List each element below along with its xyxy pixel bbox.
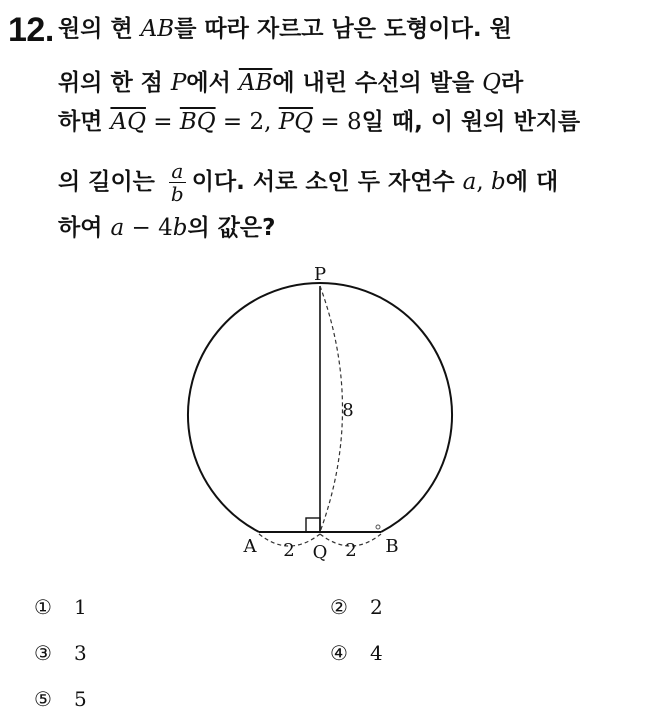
- label-a: A: [243, 536, 257, 557]
- stem-line-2: [58, 68, 523, 98]
- stem-line-5: [58, 213, 275, 243]
- stem-text: 일 때, 이 원의 반지름: [361, 109, 581, 135]
- stem-text: = 2,: [215, 109, 279, 135]
- circle-figure: [170, 258, 460, 568]
- stem-line-4: [58, 160, 558, 205]
- stem-text: 이다. 서로 소인 두 자연수: [191, 169, 463, 195]
- stem-text: =: [145, 109, 180, 135]
- stem-text: 원의 현: [58, 16, 141, 42]
- choice-2-value: 2: [370, 595, 383, 619]
- label-q: Q: [312, 542, 328, 563]
- point-b-mark: [376, 525, 380, 529]
- choice-4-mark: ④: [330, 641, 348, 665]
- math-term: a: [110, 215, 125, 241]
- math-term: $\overline{BQ}$: [179, 109, 216, 135]
- stem-text: 에 내린 수선의 발을: [272, 70, 483, 96]
- choice-5-mark: ⑤: [34, 687, 52, 711]
- fraction-denominator: b: [170, 182, 184, 206]
- stem-text: 에 대: [505, 169, 559, 195]
- choice-5-value: 5: [74, 687, 87, 711]
- question-number: 12.: [8, 11, 54, 49]
- length-qb-label: 2: [345, 540, 357, 561]
- stem-line-3: [58, 107, 580, 137]
- math-term: b: [491, 169, 506, 195]
- math-term: AB: [140, 16, 175, 42]
- math-term: a: [462, 169, 477, 195]
- label-p: P: [313, 264, 327, 285]
- math-term: $\overline{PQ}$: [278, 109, 314, 135]
- stem-text: 의 길이는: [58, 169, 163, 195]
- choice-4[interactable]: [330, 641, 383, 665]
- stem-text: 하면: [58, 109, 111, 135]
- stem-line-1: [58, 14, 512, 44]
- choice-5[interactable]: [34, 687, 87, 711]
- stem-text: = 8: [313, 109, 362, 135]
- pq-length-brace: [320, 286, 343, 532]
- fraction-a-over-b: [169, 160, 186, 205]
- choice-1-value: 1: [74, 595, 87, 619]
- choice-2-mark: ②: [330, 595, 348, 619]
- stem-text: 의 값은?: [187, 215, 276, 241]
- right-angle-mark: [306, 518, 320, 532]
- math-term: b: [172, 215, 188, 241]
- stem-text: − 4: [124, 215, 173, 241]
- math-term: Q: [482, 70, 501, 96]
- choice-2[interactable]: [330, 595, 383, 619]
- label-b: B: [385, 536, 399, 557]
- math-term: $\overline{AQ}$: [110, 109, 146, 135]
- length-pq-label: 8: [342, 400, 354, 421]
- length-aq-label: 2: [283, 540, 295, 561]
- choice-3-mark: ③: [34, 641, 52, 665]
- choice-3[interactable]: [34, 641, 87, 665]
- stem-text: 하여: [58, 215, 111, 241]
- math-term: P: [170, 70, 187, 96]
- stem-text: 를 따라 자르고 남은 도형이다. 원: [174, 16, 512, 42]
- choice-1-mark: ①: [34, 595, 52, 619]
- choice-4-value: 4: [370, 641, 383, 665]
- stem-text: 라: [501, 70, 524, 96]
- stem-text: ,: [476, 169, 492, 195]
- choice-1[interactable]: [34, 595, 87, 619]
- fraction-numerator: a: [169, 160, 186, 183]
- stem-text: 에서: [186, 70, 239, 96]
- stem-text: 위의 한 점: [58, 70, 171, 96]
- math-term: $\overline{AB}$: [238, 70, 273, 96]
- choice-3-value: 3: [74, 641, 87, 665]
